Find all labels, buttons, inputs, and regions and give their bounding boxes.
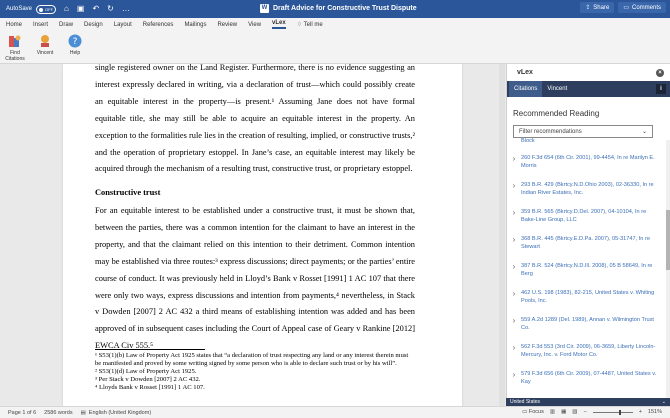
chevron-right-icon[interactable]: › bbox=[512, 154, 516, 163]
document-title bbox=[260, 4, 417, 13]
lightbulb-icon: ♢ bbox=[296, 22, 304, 28]
footnote-4[interactable]: ⁴ Lloyds Bank v Rosset [1991] 1 AC 107. bbox=[95, 384, 205, 391]
document-scrollbar[interactable] bbox=[499, 64, 505, 406]
list-item[interactable] bbox=[507, 262, 665, 278]
more-icon[interactable]: … bbox=[121, 4, 130, 13]
tab-draw[interactable]: Draw bbox=[59, 21, 74, 28]
focus-label: Focus bbox=[528, 409, 544, 415]
vincent-button[interactable] bbox=[34, 31, 56, 63]
footnote-3[interactable]: ³ Per Stack v Dowden [2007] 2 AC 432. bbox=[95, 376, 201, 383]
list-item[interactable] bbox=[507, 208, 665, 224]
footnote-1[interactable]: ¹ S53(1)(b) Law of Property Act 1925 states that “a declaration of trust respecting any land or any interest therein must be manifested and proved by some writing signed by some person who is able to declare such trust or by his will”. bbox=[95, 352, 409, 367]
word-count[interactable]: 2586 words bbox=[44, 409, 73, 416]
tab-home[interactable]: Home bbox=[6, 21, 23, 28]
result-link[interactable]: 359 B.R. 565 (Bkrtcy.D.Del. 2007), 04-10104, In re Bake-Line Group, LLC bbox=[521, 209, 647, 223]
result-link[interactable]: 559 A.2d 1289 (Del. 1989), Annan v. Wilmington Trust Co. bbox=[521, 317, 654, 331]
chevron-right-icon[interactable]: › bbox=[512, 370, 516, 379]
tab-vincent[interactable]: Vincent bbox=[547, 86, 568, 92]
tell-me-label: Tell me bbox=[303, 22, 323, 28]
filter-label: Filter recommendations bbox=[519, 128, 582, 135]
print-layout-icon[interactable]: ▦ bbox=[561, 409, 567, 415]
tab-mailings[interactable]: Mailings bbox=[184, 21, 207, 28]
comment-icon: ▭ bbox=[623, 5, 629, 11]
status-bar bbox=[0, 406, 670, 418]
word-doc-icon: W bbox=[261, 5, 268, 11]
read-mode-icon[interactable]: ▥ bbox=[549, 409, 556, 415]
document-title-text: Draft Advice for Constructive Trust Dispute bbox=[273, 5, 417, 12]
footnote-separator bbox=[95, 349, 205, 350]
find-citations-button[interactable] bbox=[4, 31, 26, 63]
tab-design[interactable]: Design bbox=[84, 21, 103, 28]
zoom-level[interactable]: 151% bbox=[647, 409, 662, 415]
list-item[interactable] bbox=[507, 343, 665, 359]
info-icon[interactable]: i bbox=[656, 84, 666, 94]
tab-layout[interactable]: Layout bbox=[113, 21, 132, 28]
list-item[interactable] bbox=[507, 181, 665, 197]
chevron-right-icon[interactable]: › bbox=[512, 343, 516, 352]
find-citations-label: Find Citations bbox=[5, 50, 25, 62]
comments-button[interactable] bbox=[618, 2, 666, 13]
vincent-icon bbox=[38, 34, 52, 48]
home-icon[interactable]: ⌂ bbox=[64, 4, 69, 13]
recommended-reading-title: Recommended Reading bbox=[513, 109, 600, 118]
list-item[interactable] bbox=[507, 235, 665, 251]
footnote-2[interactable]: ² S53(1)(d) Law of Property Act 1925. bbox=[95, 368, 197, 375]
autosave-control[interactable] bbox=[6, 5, 56, 14]
result-link[interactable]: 368 B.R. 445 (Bkrtcy.E.D.Pa. 2007), 05-31747, In re Stewart bbox=[521, 236, 650, 250]
language-label: English (United Kingdom) bbox=[88, 409, 152, 416]
list-item[interactable] bbox=[507, 370, 665, 386]
tab-insert[interactable]: Insert bbox=[33, 21, 49, 28]
autosave-label: AutoSave bbox=[6, 6, 33, 12]
share-icon: ⇪ bbox=[585, 5, 591, 11]
close-icon[interactable]: × bbox=[656, 69, 664, 77]
comments-label: Comments bbox=[631, 4, 661, 11]
help-label: Help bbox=[69, 50, 81, 56]
chevron-right-icon[interactable]: › bbox=[512, 262, 516, 271]
result-link[interactable]: 579 F.3d 656 (6th Cir. 2009), 07-4487, United States v. Kay bbox=[521, 371, 657, 385]
chevron-down-icon[interactable]: ⌄ bbox=[661, 399, 666, 405]
list-item[interactable] bbox=[507, 137, 665, 145]
chevron-down-icon: ⌄ bbox=[641, 129, 647, 135]
undo-icon[interactable]: ↶ bbox=[92, 4, 100, 13]
list-item[interactable] bbox=[507, 316, 665, 332]
tab-view[interactable]: View bbox=[248, 21, 262, 28]
page-count[interactable]: Page 1 of 6 bbox=[8, 409, 37, 416]
find-citations-icon bbox=[8, 34, 22, 48]
redo-icon[interactable]: ↻ bbox=[107, 4, 114, 13]
pane-footer bbox=[506, 398, 670, 406]
document-page[interactable] bbox=[63, 64, 462, 406]
tab-citations[interactable]: Citations bbox=[509, 81, 542, 97]
pane-title: vLex bbox=[517, 69, 533, 76]
result-link[interactable]: 293 B.R. 429 (Bkrtcy.N.D.Ohio 2003), 02-36330, In re Indian River Estates, Inc. bbox=[521, 182, 654, 196]
chevron-right-icon[interactable]: › bbox=[512, 235, 516, 244]
tab-review[interactable]: Review bbox=[217, 21, 238, 28]
proofing-icon: ▤ bbox=[80, 409, 86, 416]
pane-scrollbar[interactable] bbox=[666, 140, 670, 406]
tab-tell-me[interactable] bbox=[297, 21, 323, 28]
vincent-label: Vincent bbox=[36, 50, 54, 56]
autosave-toggle[interactable]: OFF bbox=[36, 5, 56, 14]
pane-scroll-thumb[interactable] bbox=[666, 210, 670, 270]
document-canvas bbox=[0, 64, 506, 406]
result-link[interactable]: Block bbox=[521, 138, 535, 144]
save-icon[interactable]: ▣ bbox=[76, 4, 85, 13]
focus-button[interactable] bbox=[522, 409, 544, 415]
focus-icon: ▭ bbox=[522, 409, 529, 415]
zoom-out-icon[interactable]: − bbox=[583, 409, 587, 415]
share-button[interactable] bbox=[580, 2, 614, 13]
section-heading[interactable]: Constructive trust bbox=[95, 188, 161, 197]
help-icon bbox=[68, 34, 82, 48]
ribbon-tabs bbox=[0, 18, 670, 31]
help-button[interactable] bbox=[64, 31, 86, 63]
chevron-right-icon[interactable]: › bbox=[512, 208, 516, 217]
tab-vlex[interactable]: vLex bbox=[272, 20, 286, 29]
ribbon bbox=[0, 31, 670, 64]
share-label: Share bbox=[593, 4, 610, 11]
chevron-right-icon[interactable]: › bbox=[512, 316, 516, 325]
tab-references[interactable]: References bbox=[142, 21, 174, 28]
result-link[interactable]: 387 B.R. 524 (Bkrtcy.N.D.Ill. 2008), 05 B 58649, In re Berg bbox=[521, 263, 653, 277]
title-bar bbox=[0, 0, 670, 18]
list-item[interactable] bbox=[507, 154, 665, 170]
paragraph-1[interactable]: single registered owner on the Land Register. Furthermore, there is no evidence suggesting an interest expressly declared in writing, via a declaration of trust—which could possibly create an equitable interest in the property—is present.¹ Assuming Jane does not have formal equitable title, she may still be able to acquire an equitable interest in the property. An exception to the formalities rule lies in the creation of resulting, implied, or constructive trusts,² and the operation of proprietary estoppel. In Jane’s case, an equitable interest may likely be acquired through the mechanism of a resulting trust, constructive trust, or proprietary estoppel. bbox=[95, 64, 415, 174]
footnotes bbox=[95, 352, 415, 392]
zoom-in-icon[interactable]: + bbox=[638, 409, 642, 415]
vlex-pane bbox=[506, 64, 670, 406]
language-indicator[interactable] bbox=[81, 410, 152, 416]
pane-tabs bbox=[507, 81, 670, 97]
svg-text:?: ? bbox=[72, 37, 78, 47]
chevron-right-icon[interactable]: › bbox=[512, 181, 516, 190]
result-link[interactable]: 260 F.3d 654 (6th Cir. 2001), 99-4454, In re Marilyn E. Morris bbox=[521, 155, 655, 169]
result-link[interactable]: 562 F.3d 553 (3rd Cir. 2009), 06-3659, Liberty Lincoln-Mercury, Inc. v. Ford Motor Co. bbox=[521, 344, 656, 358]
chevron-right-icon[interactable]: › bbox=[512, 289, 516, 298]
result-link[interactable]: 462 U.S. 198 (1983), 82-215, United States v. Whiting Pools, Inc. bbox=[521, 290, 655, 304]
region-selector[interactable]: United States bbox=[510, 399, 541, 405]
paragraph-2[interactable]: For an equitable interest to be established under a constructive trust, it must be shown that, between the parties, there was a common intention for the claimant to have an interest in the property, and that the claimant relied on this intention to their detriment. Common intention may be established via three routes:³ express discussions; direct payments; or the parties’ entire course of conduct. It was previously held in Lloyd’s Bank v Rosset [1991] 1 AC 107 that there were only two ways, express discussions and intention from payments,⁴ nevertheless, in Stack v Dowden [2007] 2 AC 432 a third means of establishing intention was added and has been approved of in subsequent cases including the Court of Appeal case of Geary v Rankine [2012] EWCA Civ 555.⁵ bbox=[95, 206, 415, 351]
list-item[interactable] bbox=[507, 289, 665, 305]
zoom-slider[interactable] bbox=[593, 412, 633, 413]
chevron-right-icon bbox=[507, 137, 521, 145]
web-layout-icon[interactable]: ▧ bbox=[572, 409, 578, 415]
